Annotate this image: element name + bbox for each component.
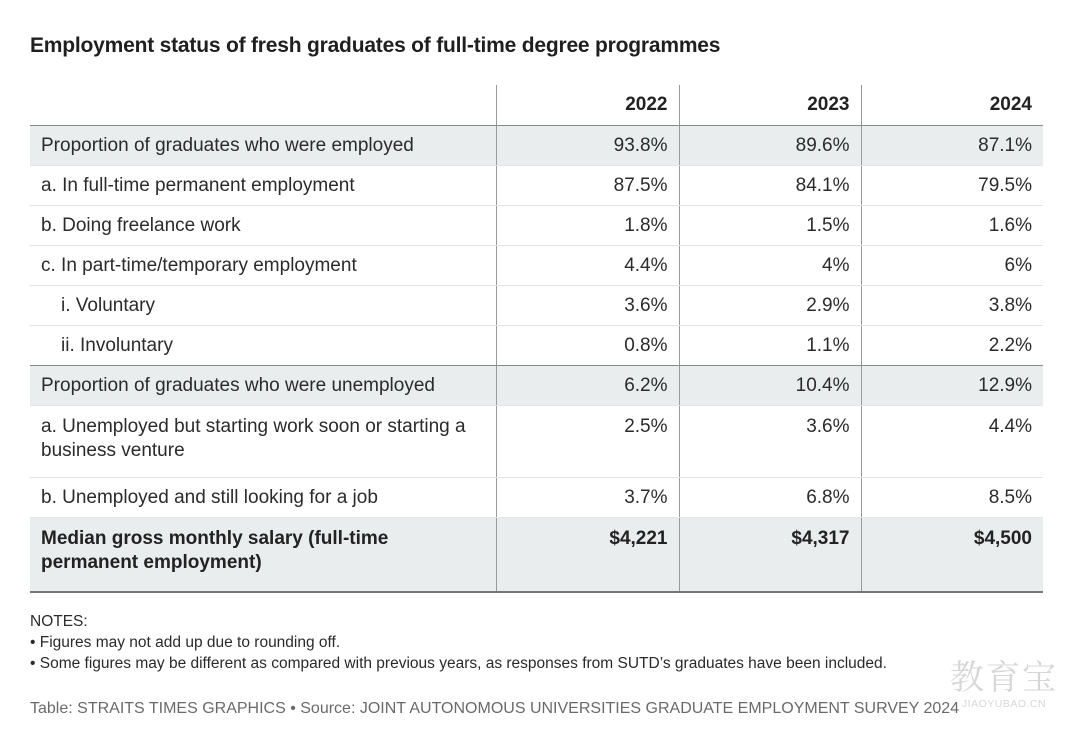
cell-2022: 87.5% <box>496 166 679 206</box>
row-label: ii. Involuntary <box>30 326 496 366</box>
cell-2024: 12.9% <box>861 366 1043 406</box>
cell-2024: 6% <box>861 246 1043 286</box>
header-label-cell <box>30 85 496 126</box>
cell-2022: 2.5% <box>496 406 679 478</box>
cell-2023: 1.1% <box>679 326 861 366</box>
cell-2023: 1.5% <box>679 206 861 246</box>
notes-block <box>30 611 887 674</box>
watermark-glyphs: 教育宝 <box>950 659 1058 697</box>
cell-2024: 8.5% <box>861 478 1043 518</box>
cell-2024: 4.4% <box>861 406 1043 478</box>
cell-2024: 3.8% <box>861 286 1043 326</box>
cell-2024: 2.2% <box>861 326 1043 366</box>
cell-2023: 2.9% <box>679 286 861 326</box>
row-label: b. Unemployed and still looking for a job <box>30 478 496 518</box>
table-row <box>30 126 1043 166</box>
salary-row <box>30 518 1043 593</box>
row-label: a. In full-time permanent employment <box>30 166 496 206</box>
header-year-2023: 2023 <box>679 85 861 126</box>
cell-2024: 1.6% <box>861 206 1043 246</box>
row-label: Proportion of graduates who were unemployed <box>30 366 496 406</box>
table-title: Employment status of fresh graduates of full-time degree programmes <box>30 34 721 57</box>
cell-2023: 89.6% <box>679 126 861 166</box>
row-label: c. In part-time/temporary employment <box>30 246 496 286</box>
cell-2022: 3.7% <box>496 478 679 518</box>
row-label: Proportion of graduates who were employed <box>30 126 496 166</box>
table-row <box>30 326 1043 366</box>
watermark-logo <box>948 660 1060 710</box>
header-row <box>30 85 1043 126</box>
header-year-2024: 2024 <box>861 85 1043 126</box>
cell-2023: 84.1% <box>679 166 861 206</box>
table-row <box>30 406 1043 478</box>
cell-2022: 4.4% <box>496 246 679 286</box>
source-credit: Table: STRAITS TIMES GRAPHICS • Source: JOINT AUTONOMOUS UNIVERSITIES GRADUATE EMPLOYMENT SURVEY 2024 <box>30 700 960 717</box>
note-item: • Some figures may be different as compared with previous years, as responses from SUTD’s graduates have been included. <box>30 655 887 672</box>
table-row <box>30 206 1043 246</box>
employment-table <box>30 85 1043 593</box>
header-year-2022: 2022 <box>496 85 679 126</box>
cell-2023: 4% <box>679 246 861 286</box>
cell-2023: $4,317 <box>679 518 861 593</box>
cell-2024: 79.5% <box>861 166 1043 206</box>
watermark-domain: JIAOYUBAO.CN <box>961 698 1047 710</box>
row-label: i. Voluntary <box>30 286 496 326</box>
cell-2022: 93.8% <box>496 126 679 166</box>
cell-2022: 6.2% <box>496 366 679 406</box>
cell-2022: 1.8% <box>496 206 679 246</box>
cell-2023: 6.8% <box>679 478 861 518</box>
table-row <box>30 478 1043 518</box>
cell-2022: 3.6% <box>496 286 679 326</box>
cell-2023: 3.6% <box>679 406 861 478</box>
cell-2024: $4,500 <box>861 518 1043 593</box>
cell-2022: 0.8% <box>496 326 679 366</box>
table-row <box>30 166 1043 206</box>
row-label: Median gross monthly salary (full-time permanent employment) <box>30 518 496 593</box>
table-row <box>30 366 1043 406</box>
note-item: • Figures may not add up due to rounding off. <box>30 634 341 651</box>
table-row <box>30 286 1043 326</box>
cell-2024: 87.1% <box>861 126 1043 166</box>
row-label: a. Unemployed but starting work soon or starting a business venture <box>30 406 496 478</box>
table-row <box>30 246 1043 286</box>
notes-heading: NOTES: <box>30 613 88 630</box>
row-label: b. Doing freelance work <box>30 206 496 246</box>
cell-2023: 10.4% <box>679 366 861 406</box>
cell-2022: $4,221 <box>496 518 679 593</box>
